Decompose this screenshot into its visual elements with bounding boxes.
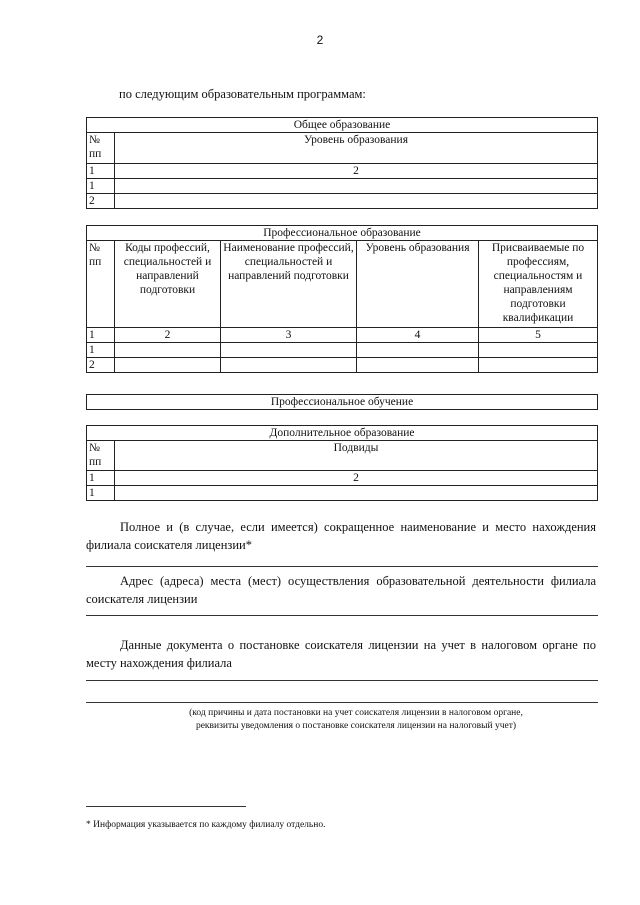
codes-header: Коды профессий, специальностей и направлений подготовки bbox=[115, 241, 221, 328]
tax-data-line-1[interactable] bbox=[86, 680, 598, 681]
footnote: * Информация указывается по каждому филиалу отдельно. bbox=[86, 820, 326, 830]
professional-title: Профессиональное образование bbox=[87, 226, 598, 241]
row-number: 1 bbox=[87, 486, 115, 501]
row-cell bbox=[115, 179, 598, 194]
row-number: 1 bbox=[87, 343, 115, 358]
vocational-title: Профессиональное обучение bbox=[87, 395, 598, 410]
row-number: 2 bbox=[87, 194, 115, 209]
index-cell: 1 bbox=[87, 328, 115, 343]
row-number: 1 bbox=[87, 179, 115, 194]
professional-education-table bbox=[86, 225, 598, 373]
row-cell bbox=[115, 358, 221, 373]
qualification-header: Присваиваемые по профессиям, специальностям и направлениям подготовки квалификации bbox=[479, 241, 598, 328]
row-cell bbox=[115, 486, 598, 501]
row-cell bbox=[357, 343, 479, 358]
row-cell bbox=[357, 358, 479, 373]
index-cell: 1 bbox=[87, 164, 115, 179]
branch-name-line[interactable] bbox=[86, 566, 598, 567]
intro-text: по следующим образовательным программам: bbox=[119, 87, 366, 101]
num-header: № пп bbox=[87, 241, 115, 328]
index-cell: 2 bbox=[115, 164, 598, 179]
page-number: 2 bbox=[316, 33, 324, 47]
tax-data-label: Данные документа о постановке соискателя лицензии на учет в налоговом органе по месту нахождения филиала bbox=[86, 638, 596, 670]
table-row bbox=[87, 194, 598, 209]
table-row bbox=[87, 486, 598, 501]
index-cell: 3 bbox=[221, 328, 357, 343]
index-cell: 2 bbox=[115, 471, 598, 486]
footnote-divider bbox=[86, 806, 246, 807]
row-cell bbox=[221, 343, 357, 358]
index-cell: 4 bbox=[357, 328, 479, 343]
row-cell bbox=[115, 194, 598, 209]
row-cell bbox=[115, 343, 221, 358]
num-header: № пп bbox=[87, 441, 115, 471]
caption-line: (код причины и дата постановки на учет соискателя лицензии в налоговом органе, bbox=[189, 708, 523, 718]
subtypes-header: Подвиды bbox=[115, 441, 598, 471]
table-row bbox=[87, 358, 598, 373]
level-header: Уровень образования bbox=[115, 133, 598, 164]
table-row bbox=[87, 179, 598, 194]
index-cell: 2 bbox=[115, 328, 221, 343]
general-education-table bbox=[86, 117, 598, 209]
caption-line: реквизиты уведомления о постановке соискателя лицензии на налоговый учет) bbox=[195, 721, 517, 731]
table-row bbox=[87, 343, 598, 358]
row-cell bbox=[479, 358, 598, 373]
branch-name-label: Полное и (в случае, если имеется) сокращенное наименование и место нахождения филиала соискателя лицензии* bbox=[86, 520, 596, 552]
branch-address-label: Адрес (адреса) места (мест) осуществления образовательной деятельности филиала соискателя лицензии bbox=[86, 574, 596, 606]
row-number: 2 bbox=[87, 358, 115, 373]
row-cell bbox=[479, 343, 598, 358]
branch-address-line[interactable] bbox=[86, 615, 598, 616]
tax-data-caption bbox=[86, 707, 626, 733]
names-header: Наименование профессий, специальностей и направлений подготовки bbox=[221, 241, 357, 328]
general-title: Общее образование bbox=[87, 118, 598, 133]
vocational-training-table bbox=[86, 394, 598, 410]
row-cell bbox=[221, 358, 357, 373]
additional-title: Дополнительное образование bbox=[87, 426, 598, 441]
tax-data-line-2[interactable] bbox=[86, 702, 598, 703]
index-cell: 1 bbox=[87, 471, 115, 486]
level-header: Уровень образования bbox=[357, 241, 479, 328]
additional-education-table bbox=[86, 425, 598, 501]
num-header: № пп bbox=[87, 133, 115, 164]
index-cell: 5 bbox=[479, 328, 598, 343]
